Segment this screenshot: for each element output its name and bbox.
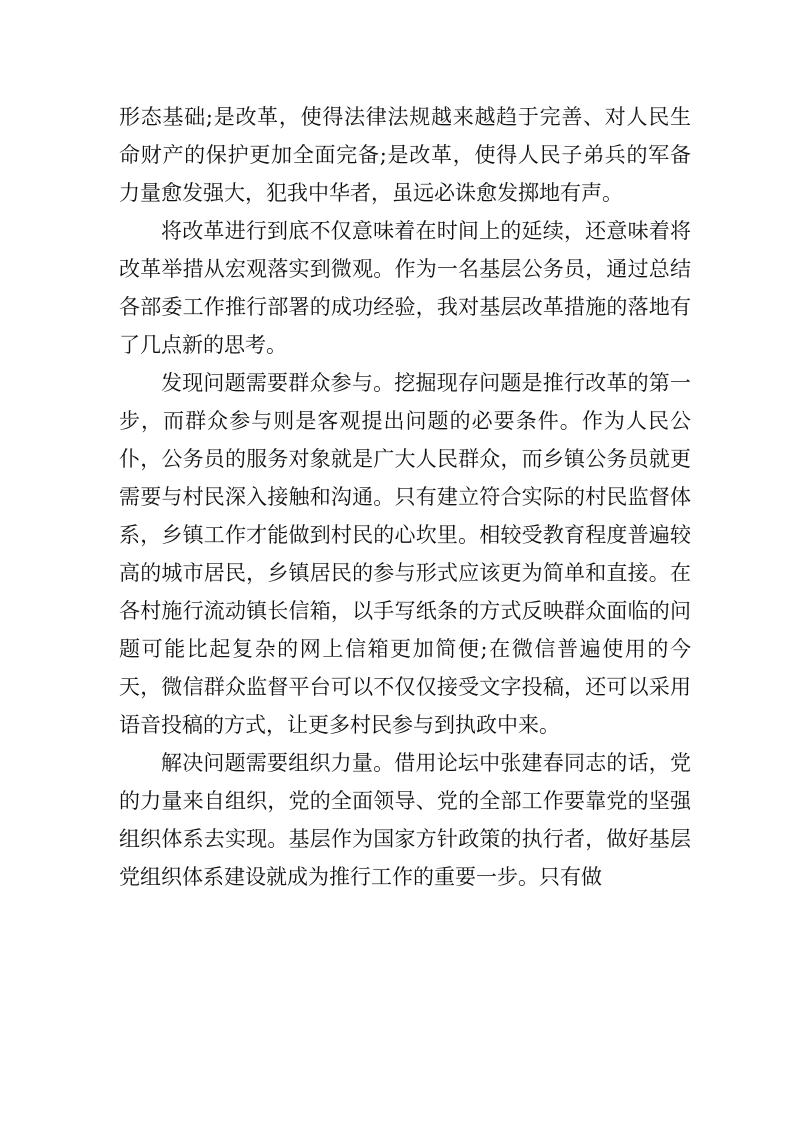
paragraph-1: 形态基础;是改革，使得法律法规越来越趋于完善、对人民生命财产的保护更加全面完备;是改革，使得人民子弟兵的军备力量愈发强大，犯我中华者，虽远必诛愈发掷地有声。 bbox=[119, 105, 691, 205]
paragraph-4: 解决问题需要组织力量。借用论坛中张建春同志的话，党的力量来自组织，党的全面领导、党的全部工作要靠党的坚强组织体系去实现。基层作为国家方针政策的执行者，做好基层党组织体系建设就成为推行工作的重要一步。只有做 bbox=[119, 751, 691, 889]
body-text bbox=[119, 98, 691, 896]
paragraph-2: 将改革进行到底不仅意味着在时间上的延续，还意味着将改革举措从宏观落实到微观。作为一名基层公务员，通过总结各部委工作推行部署的成功经验，我对基层改革措施的落地有了几点新的思考。 bbox=[119, 219, 691, 357]
paragraph-3: 发现问题需要群众参与。挖掘现存问题是推行改革的第一步，而群众参与则是客观提出问题的必要条件。作为人民公仆，公务员的服务对象就是广大人民群众，而乡镇公务员就更需要与村民深入接触和沟通。只有建立符合实际的村民监督体系，乡镇工作才能做到村民的心坎里。相较受教育程度普遍较高的城市居民，乡镇居民的参与形式应该更为简单和直接。在各村施行流动镇长信箱，以手写纸条的方式反映群众面临的问题可能比起复杂的网上信箱更加简便;在微信普遍使用的今天，微信群众监督平台可以不仅仅接受文字投稿，还可以采用语音投稿的方式，让更多村民参与到执政中来。 bbox=[119, 371, 691, 737]
